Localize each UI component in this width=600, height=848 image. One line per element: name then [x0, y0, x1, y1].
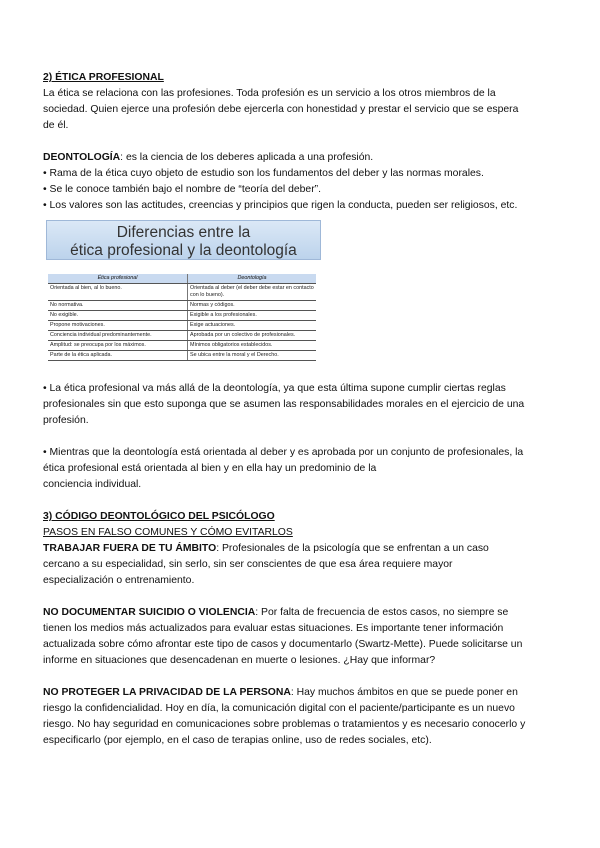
table-cell: Aprobada por un colectivo de profesionales.	[188, 331, 317, 341]
item-2-line: actualizada sobre cómo afrontar este tipo de casos y documentarlo (Swartz-Mette). Puede solicitarse un	[43, 639, 523, 650]
item-1-line	[43, 541, 563, 557]
bullet-item: • Rama de la ética cuyo objeto de estudio son los fundamentos del deber y las normas morales.	[43, 168, 484, 179]
bullet-item: • Se le conoce también bajo el nombre de “teoría del deber”.	[43, 184, 322, 195]
item-1-line: cercano a su especialidad, sin serlo, sin ser conscientes de que esa área requiere mayor	[43, 559, 453, 570]
paragraph-line: ética profesional está orientada al bien y en ella hay un predominio de la	[43, 463, 377, 474]
table-cell: No normativa.	[48, 301, 188, 311]
paragraph-line: profesión.	[43, 415, 89, 426]
figure-title-line: ética profesional y la deontología	[70, 242, 297, 259]
table-cell: Exige actuaciones.	[188, 321, 317, 331]
item-2-line	[43, 605, 563, 621]
table-header-row	[48, 274, 316, 284]
intro-line: La ética se relaciona con las profesiones. Toda profesión es un servicio a los otros miembros de la	[43, 88, 496, 99]
table-cell: Conciencia individual predominantemente.	[48, 331, 188, 341]
table-cell: Orientada al deber (el deber debe estar en contacto con lo bueno).	[188, 284, 317, 301]
table-cell: No exigible.	[48, 311, 188, 321]
item-1-label: TRABAJAR FUERA DE TU ÁMBITO	[43, 543, 217, 554]
column-header: Ética profesional	[48, 274, 188, 284]
item-2-line: informe en situaciones que desencadenan en muerte o lesiones. ¿Hay que informar?	[43, 655, 436, 666]
paragraph-line: • La ética profesional va más allá de la deontología, ya que esta última supone cumplir ciertas reglas	[43, 383, 506, 394]
table-cell: Propone motivaciones.	[48, 321, 188, 331]
figure-title-line: Diferencias entre la	[116, 224, 251, 241]
item-3-line: riesgo. No hay seguridad en comunicaciones sobre problemas o tratamientos y es necesario conocerlo y	[43, 719, 526, 730]
section-2-title: 2) ÉTICA PROFESIONAL	[43, 72, 164, 83]
figure-title-banner	[46, 220, 321, 260]
comparison-table	[48, 274, 316, 361]
document-page	[43, 70, 563, 749]
intro-line: sociedad. Quien ejerce una profesión debe ejercerla con honestidad y prestar el servicio que se espera	[43, 104, 519, 115]
deontologia-label: DEONTOLOGÍA	[43, 152, 121, 163]
item-3-line: riesgo la confidencialidad. Hoy en día, la comunicación digital con el paciente/participante es un nuevo	[43, 703, 515, 714]
paragraph-line: profesionales sin que esto suponga que se asumen las responsabilidades morales en el ejercicio de una	[43, 399, 525, 410]
table-row	[48, 311, 316, 321]
table-cell: Mínimos obligatorios establecidos.	[188, 341, 317, 351]
section-3-title: 3) CÓDIGO DEONTOLÓGICO DEL PSICÓLOGO	[43, 511, 275, 522]
table-cell: Parte de la ética aplicada.	[48, 351, 188, 361]
item-2-text: : Por falta de frecuencia de estos casos, no siempre se	[255, 607, 509, 618]
table-cell: Amplitud: se preocupa por los máximos.	[48, 341, 188, 351]
table-row	[48, 301, 316, 311]
table-row	[48, 284, 316, 301]
table-cell: Se ubica entre la moral y el Derecho.	[188, 351, 317, 361]
deontologia-definition	[43, 150, 563, 166]
intro-line: de él.	[43, 120, 69, 131]
item-3-line: especificarlo (por ejemplo, en el caso de terapias online, uso de redes sociales, etc).	[43, 735, 432, 746]
table-cell: Exigible a los profesionales.	[188, 311, 317, 321]
paragraph-line: conciencia individual.	[43, 479, 142, 490]
item-3-text: : Hay muchos ámbitos en que se puede poner en	[290, 687, 518, 698]
section-3-subtitle: PASOS EN FALSO COMUNES Y CÓMO EVITARLOS	[43, 527, 293, 538]
table-row	[48, 331, 316, 341]
bullet-item: • Los valores son las actitudes, creencias y principios que rigen la conducta, pueden ser religiosos, etc.	[43, 200, 518, 211]
table-row	[48, 351, 316, 361]
table-row	[48, 341, 316, 351]
column-header: Deontología	[188, 274, 317, 284]
item-1-line: especialización o entrenamiento.	[43, 575, 195, 586]
deontologia-text: : es la ciencia de los deberes aplicada a una profesión.	[120, 152, 374, 163]
item-2-line: tienen los medios más actualizados para evaluar estas situaciones. Es importante tener información	[43, 623, 504, 634]
item-1-text: : Profesionales de la psicología que se enfrentan a un caso	[216, 543, 489, 554]
table-cell: Orientada al bien, al lo bueno.	[48, 284, 188, 301]
table-row	[48, 321, 316, 331]
item-3-label: NO PROTEGER LA PRIVACIDAD DE LA PERSONA	[43, 687, 291, 698]
paragraph-line: • Mientras que la deontología está orientada al deber y es aprobada por un conjunto de profesionales, la	[43, 447, 524, 458]
item-3-line	[43, 685, 563, 701]
table-cell: Normas y códigos.	[188, 301, 317, 311]
item-2-label: NO DOCUMENTAR SUICIDIO O VIOLENCIA	[43, 607, 256, 618]
